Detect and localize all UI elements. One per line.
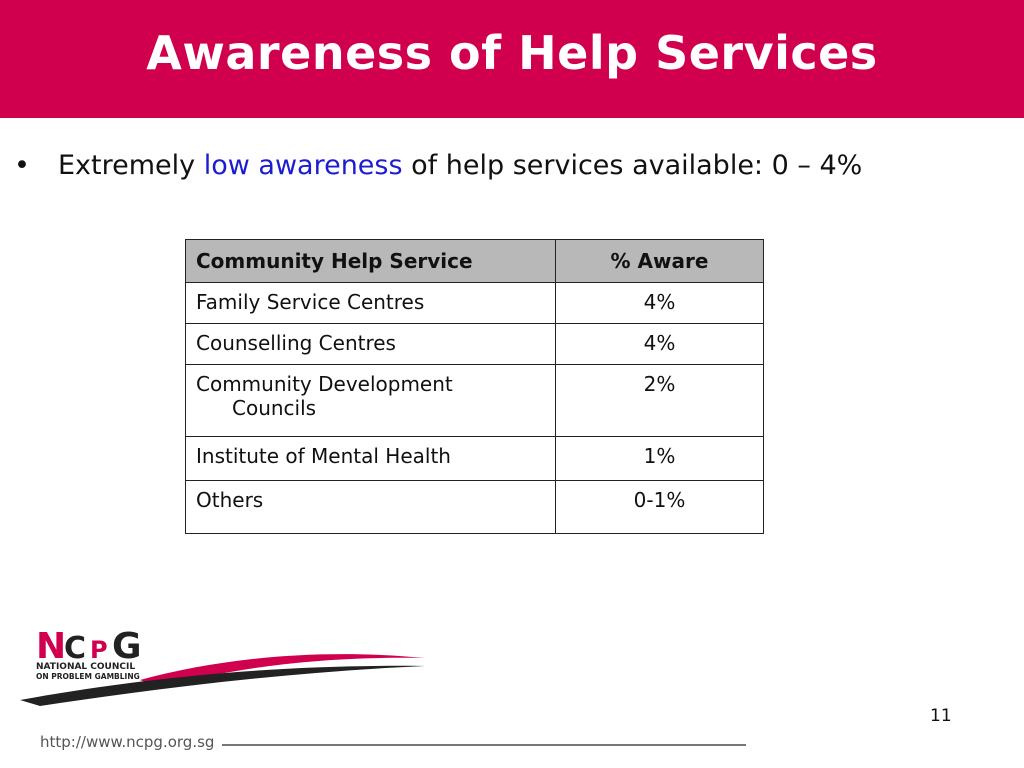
svg-text:G: G	[112, 626, 142, 667]
service-cell: Others	[186, 481, 556, 534]
page-number: 11	[930, 706, 952, 726]
svg-text:C: C	[64, 631, 87, 666]
aware-cell: 1%	[556, 437, 764, 481]
bullet-highlight: low awareness	[203, 150, 403, 181]
bullet-text-suffix: of help services available: 0 – 4%	[402, 150, 863, 181]
logo-mark: N	[36, 626, 67, 667]
table-row	[186, 437, 764, 481]
bullet-icon: •	[14, 150, 30, 181]
table-row	[186, 365, 764, 437]
header-service: Community Help Service	[186, 240, 556, 283]
svg-text:P: P	[90, 636, 108, 664]
table-row	[186, 324, 764, 365]
footer-divider	[222, 744, 746, 746]
bullet-point	[14, 150, 862, 181]
aware-cell: 4%	[556, 324, 764, 365]
logo-line-2: ON PROBLEM GAMBLING	[36, 672, 140, 681]
service-cell: Family Service Centres	[186, 283, 556, 324]
ncpg-logo	[20, 618, 430, 708]
aware-cell: 0-1%	[556, 481, 764, 534]
service-line-1: Community Development	[196, 372, 453, 396]
service-cell: Counselling Centres	[186, 324, 556, 365]
title-bar	[0, 0, 1024, 118]
table-row	[186, 481, 764, 534]
service-cell	[186, 365, 556, 437]
service-cell: Institute of Mental Health	[186, 437, 556, 481]
table-row	[186, 283, 764, 324]
table-header-row	[186, 240, 764, 283]
aware-cell: 2%	[556, 365, 764, 437]
slide-title: Awareness of Help Services	[146, 26, 878, 80]
service-line-2: Councils	[232, 396, 317, 420]
aware-cell: 4%	[556, 283, 764, 324]
footer-url[interactable]: http://www.ncpg.org.sg	[40, 733, 215, 751]
header-aware: % Aware	[556, 240, 764, 283]
logo-line-1: NATIONAL COUNCIL	[36, 662, 136, 672]
bullet-text-prefix: Extremely	[58, 150, 204, 181]
help-services-table	[185, 239, 764, 534]
